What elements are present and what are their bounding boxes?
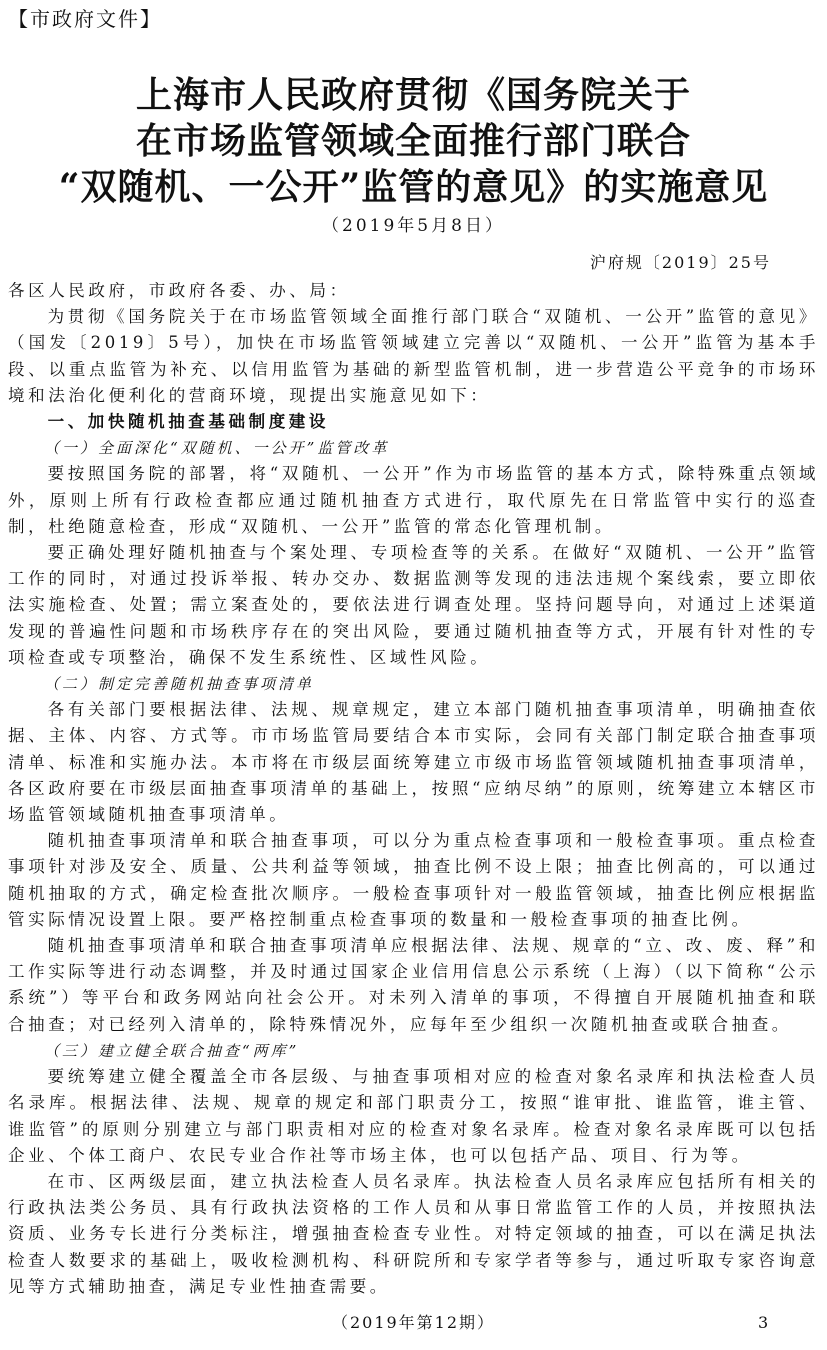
body-paragraph: 要正确处理好随机抽查与个案处理、专项检查等的关系。在做好“双随机、一公开”监管工作的同时，对通过投诉举报、转办交办、数据监测等发现的违法违规个案线索，要立即依法实施检查、处置；需立案查处的，要依法进行调查处理。坚持问题导向，对通过上述渠道发现的普遍性问题和市场秩序存在的突出风险，要通过随机抽查等方式，开展有针对性的专项检查或专项整治，确保不发生系统性、区域性风险。 bbox=[8, 543, 819, 667]
subsection-heading: （二）制定完善随机抽查事项清单 bbox=[44, 675, 315, 694]
title-line: 在市场监管领域全面推行部门联合 bbox=[135, 120, 691, 162]
body-paragraph: 随机抽查事项清单和联合抽查事项清单应根据法律、法规、规章的“立、改、废、释”和工作实际等进行动态调整，并及时通过国家企业信用信息公示系统（上海）（以下简称“公示系统”）等平台和政务网站向社会公开。对未列入清单的事项，不得擅自开展随机抽查和联合抽查；对已经列入清单的，除特殊情况外，应每年至少组织一次随机抽查或联合抽查。 bbox=[8, 936, 819, 1034]
title-line: “双随机、一公开”监管的意见》的实施意见 bbox=[58, 166, 769, 208]
document-category-tag: 【市政府文件】 bbox=[8, 7, 162, 31]
body-paragraph: 要按照国务院的部署，将“双随机、一公开”作为市场监管的基本方式，除特殊重点领域外，原则上所有行政检查都应通过随机抽查方式进行，取代原先在日常监管中实行的巡查制，杜绝随意检查，形成“双随机、一公开”监管的常态化管理机制。 bbox=[8, 464, 819, 536]
body-paragraph: 随机抽查事项清单和联合抽查事项，可以分为重点检查事项和一般检查事项。重点检查事项针对涉及安全、质量、公共利益等领域，抽查比例不设上限；抽查比例高的，可以通过随机抽取的方式，确定检查批次顺序。一般检查事项针对一般监管领域，抽查比例应根据监管实际情况设置上限。要严格控制重点检查事项的数量和一般检查事项的抽查比例。 bbox=[8, 831, 819, 929]
issue-footer: （2019年第12期） bbox=[331, 1312, 496, 1332]
body-paragraph: 要统筹建立健全覆盖全市各层级、与抽查事项相对应的检查对象名录库和执法检查人员名录库。根据法律、法规、规章的规定和部门职责分工，按照“谁审批、谁监管，谁主管、谁监管”的原则分别建立与部门职责相对应的检查对象名录库。检查对象名录库既可以包括企业、个体工商户、农民专业合作社等市场主体，也可以包括产品、项目、行为等。 bbox=[8, 1067, 819, 1165]
document-date: （2019年5月8日） bbox=[322, 216, 505, 236]
body-paragraph: 各有关部门要根据法律、法规、规章规定，建立本部门随机抽查事项清单，明确抽查依据、主体、内容、方式等。市市场监管局要结合本市实际，会同有关部门制定联合抽查事项清单、标准和实施办法。本市将在市级层面统筹建立市级市场监管领域随机抽查事项清单，各区政府要在市级层面抽查事项清单的基础上，按照“应纳尽纳”的原则，统筹建立本辖区市场监管领域随机抽查事项清单。 bbox=[8, 700, 819, 825]
document-number: 沪府规〔2019〕25号 bbox=[589, 253, 771, 272]
title-line: 上海市人民政府贯彻《国务院关于 bbox=[135, 74, 691, 116]
page-footer bbox=[8, 1300, 819, 1336]
subsection-heading: （三）建立健全联合抽查“两库” bbox=[44, 1041, 300, 1060]
page-number: 3 bbox=[758, 1312, 769, 1332]
document-title bbox=[8, 72, 819, 210]
document-body bbox=[8, 278, 819, 1300]
subsection-heading: （一）全面深化“双随机、一公开”监管改革 bbox=[44, 439, 390, 458]
body-paragraph: 在市、区两级层面，建立执法检查人员名录库。执法检查人员名录库应包括所有相关的行政执法类公务员、具有行政执法资格的工作人员和从事日常监管工作的人员，并按照执法资质、业务专长进行分类标注，增强抽查检查专业性。对特定领域的抽查，可以在满足执法检查人数要求的基础上，吸收检测机构、科研院所和专家学者等参与，通过听取专家咨询意见等方式辅助抽查，满足专业性抽查需要。 bbox=[8, 1171, 819, 1296]
body-paragraph: 为贯彻《国务院关于在市场监管领域全面推行部门联合“双随机、一公开”监管的意见》（国发〔2019〕5号），加快在市场监管领域建立完善以“双随机、一公开”监管为基本手段、以重点监管为补充、以信用监管为基础的新型监管机制，进一步营造公平竞争的市场环境和法治化便利化的营商环境，现提出实施意见如下： bbox=[8, 307, 819, 405]
salutation: 各区人民政府，市政府各委、办、局： bbox=[8, 281, 350, 300]
section-heading: 一、加快随机抽查基础制度建设 bbox=[47, 412, 329, 432]
